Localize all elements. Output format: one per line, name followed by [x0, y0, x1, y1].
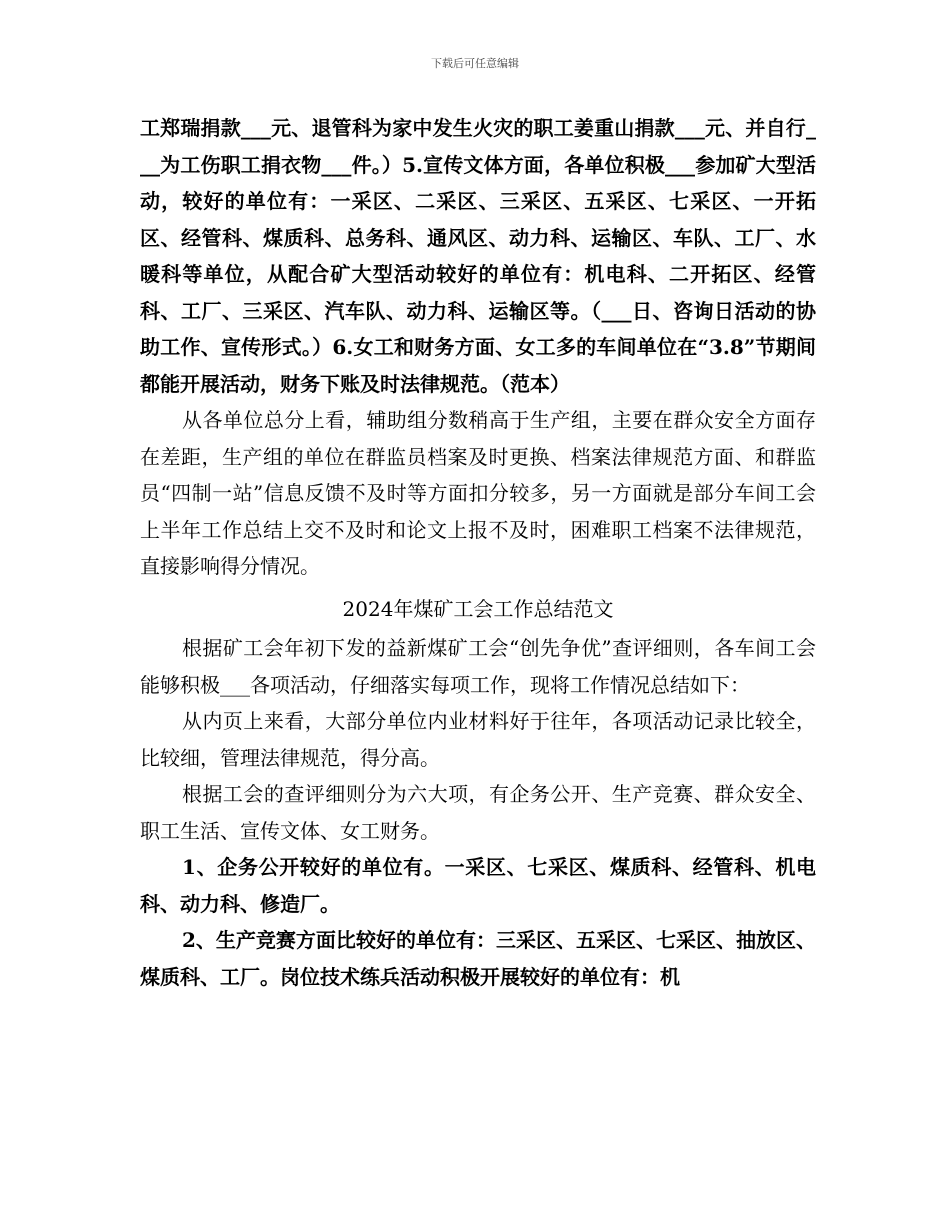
- paragraph-item-1: 1、企务公开较好的单位有。一采区、七采区、煤质科、经管科、机电科、动力科、修造厂。: [140, 855, 816, 916]
- paragraph-item-2: 2、生产竞赛方面比较好的单位有：三采区、五采区、七采区、抽放区、煤质科、工厂。岗位技术练兵活动积极开展较好的单位有：机: [140, 928, 816, 989]
- paragraph-continuation-bold: 工郑瑞捐款___元、退管科为家中发生火灾的职工姜重山捐款___元、并自行___为工伤职工捐衣物___件。）5.宣传文体方面，各单位积极___参加矿大型活动，较好的单位有：一采区、二采区、三采区、五采区、七采区、一开拓区、经管科、煤质科、总务科、通风区、动力科、运输区、车队、工厂、水暖科等单位，从配合矿大型活动较好的单位有：机电科、二开拓区、经管科、工厂、三采区、汽车队、动力科、运输区等。（___日、咨询日活动的协助工作、宣传形式。）6.女工和财务方面、女工多的车间单位在“3.8”节期间都能开展活动，财务下账及时法律规范。（范本）: [140, 116, 816, 396]
- paragraph-intro: 根据矿工会年初下发的益新煤矿工会“创先争优”查评细则，各车间工会能够积极___各项活动，仔细落实每项工作，现将工作情况总结如下：: [140, 636, 816, 697]
- paragraph-internal-pages: 从内页上来看，大部分单位内业材料好于往年，各项活动记录比较全，比较细，管理法律规范，得分高。: [140, 709, 816, 770]
- page-header-note: 下载后可任意编辑: [431, 57, 519, 70]
- document-body: [140, 110, 816, 995]
- paragraph-six-categories: 根据工会的查评细则分为六大项，有企务公开、生产竞赛、群众安全、职工生活、宣传文体、女工财务。: [140, 782, 816, 843]
- paragraph-score-summary: 从各单位总分上看，辅助组分数稍高于生产组，主要在群众安全方面存在差距，生产组的单位在群监员档案及时更换、档案法律规范方面、和群监员“四制一站”信息反馈不及时等方面扣分较多，另一方面就是部分车间工会上半年工作总结上交不及时和论文上报不及时，困难职工档案不法律规范，直接影响得分情况。: [140, 408, 816, 578]
- document-title: 2024年煤矿工会工作总结范文: [342, 596, 614, 621]
